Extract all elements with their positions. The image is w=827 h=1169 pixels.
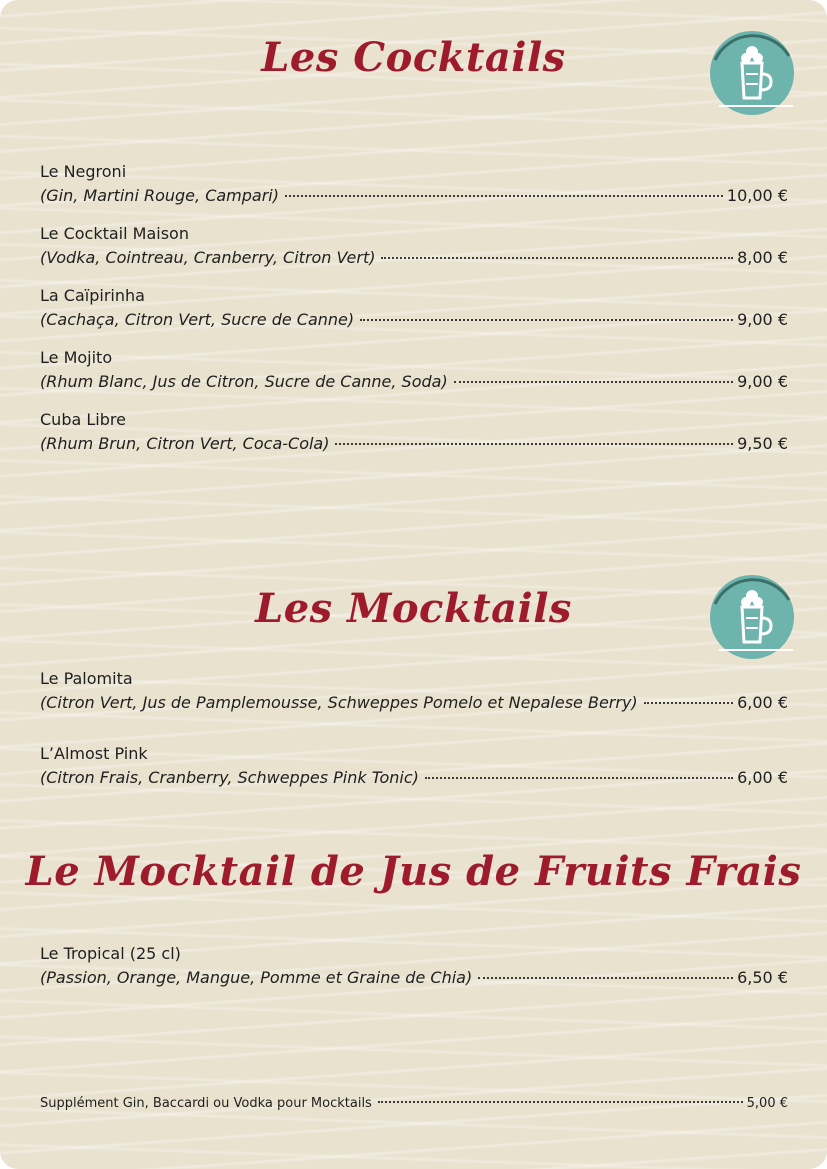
menu-item (40, 346, 788, 394)
dot-leader (381, 257, 733, 259)
item-name: Cuba Libre (40, 410, 126, 429)
dot-leader (454, 381, 733, 383)
menu-item (40, 160, 788, 208)
dot-leader (285, 195, 723, 197)
item-name: La Caïpirinha (40, 286, 145, 305)
item-desc: (Rhum Brun, Citron Vert, Coca-Cola) (40, 434, 330, 453)
glass-icon (709, 574, 795, 660)
supplement-price: 5,00 € (746, 1096, 788, 1111)
section-title-fresh-juice: Le Mocktail de Jus de Fruits Frais (25, 848, 802, 895)
item-name: Le Tropical (25 cl) (40, 944, 181, 963)
dot-leader (478, 977, 733, 979)
item-desc: (Citron Frais, Cranberry, Schweppes Pink Tonic) (40, 768, 419, 787)
dot-leader (425, 777, 733, 779)
menu-item (40, 742, 788, 790)
item-desc: (Vodka, Cointreau, Cranberry, Citron Vert) (40, 248, 376, 267)
item-name: Le Negroni (40, 162, 127, 181)
menu-item (40, 942, 788, 990)
glass-icon (709, 30, 795, 116)
item-name: Le Palomita (40, 669, 133, 688)
menu-item (40, 222, 788, 270)
item-name: Le Mojito (40, 348, 113, 367)
menu-item (40, 284, 788, 332)
item-price: 9,00 € (737, 310, 788, 329)
item-price: 10,00 € (726, 186, 788, 205)
item-price: 6,50 € (737, 968, 788, 987)
section-title-cocktails: Les Cocktails (261, 34, 566, 81)
item-price: 6,00 € (737, 693, 788, 712)
item-price: 9,50 € (737, 434, 788, 453)
supplement-text: Supplément Gin, Baccardi ou Vodka pour Mocktails (40, 1096, 372, 1111)
item-desc: (Gin, Martini Rouge, Campari) (40, 186, 279, 205)
item-price: 6,00 € (737, 768, 788, 787)
item-name: Le Cocktail Maison (40, 224, 189, 243)
menu-item (40, 667, 788, 715)
dot-leader (335, 443, 733, 445)
dot-leader (644, 702, 733, 704)
dot-leader (360, 319, 733, 321)
dot-leader (378, 1101, 743, 1103)
item-price: 8,00 € (737, 248, 788, 267)
item-desc: (Rhum Blanc, Jus de Citron, Sucre de Canne, Soda) (40, 372, 448, 391)
item-price: 9,00 € (737, 372, 788, 391)
section-title-mocktails: Les Mocktails (255, 585, 572, 632)
item-desc: (Cachaça, Citron Vert, Sucre de Canne) (40, 310, 355, 329)
supplement-line (40, 1094, 788, 1114)
item-name: L’Almost Pink (40, 744, 148, 763)
item-desc: (Citron Vert, Jus de Pamplemousse, Schweppes Pomelo et Nepalese Berry) (40, 693, 638, 712)
menu-item (40, 408, 788, 456)
item-desc: (Passion, Orange, Mangue, Pomme et Graine de Chia) (40, 968, 473, 987)
